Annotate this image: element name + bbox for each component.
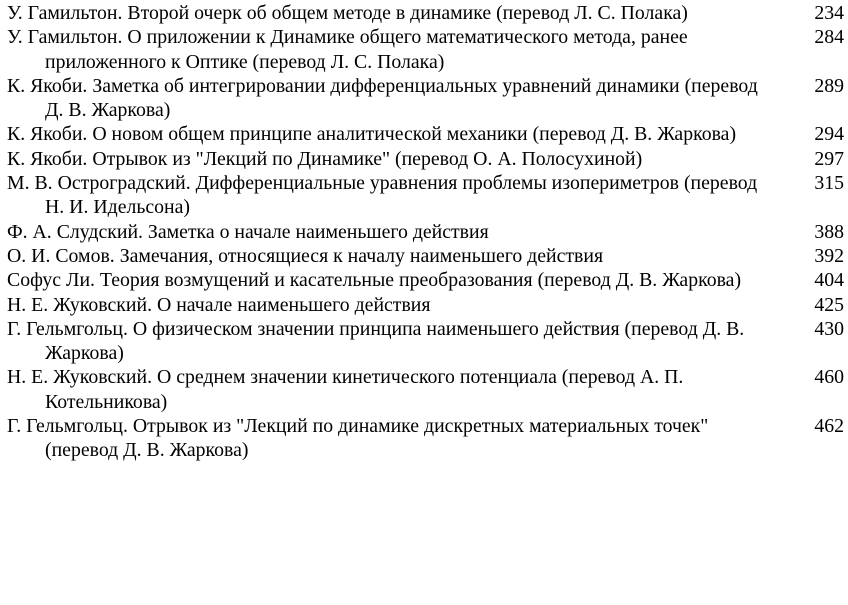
toc-entry-page: 462: [814, 415, 844, 438]
toc-entry-title: Г. Гельмгольц. О физическом значении принципа наименьшего действия (перевод Д. В. Жаркова): [7, 317, 745, 365]
toc-entry-title: К. Якоби. Отрывок из "Лекций по Динамике" (перевод О. А. Полосухиной): [7, 147, 643, 170]
toc-entry: [0, 244, 848, 268]
toc-entry: [0, 365, 848, 414]
toc-entry-title: К. Якоби. Заметка об интегрировании дифференциальных уравнений динамики (перевод Д. В. Жаркова): [7, 74, 758, 122]
toc-entry-title: Ф. А. Слудский. Заметка о начале наименьшего действия: [7, 220, 489, 243]
toc-entry: [0, 1, 848, 25]
toc-entry-page: 294: [814, 123, 844, 146]
toc-entry-page: 284: [814, 26, 844, 49]
toc-entry-page: 234: [814, 2, 844, 24]
toc-entry-title: У. Гамильтон. О приложении к Динамике общего математического метода, ранее приложенного к Оптике (перевод Л. С. Полака): [7, 26, 688, 73]
toc-entry-title: У. Гамильтон. Второй очерк об общем методе в динамике (перевод Л. С. Полака): [7, 2, 688, 24]
toc-entry-page: 460: [814, 366, 844, 389]
toc-entry-title: Г. Гельмгольц. Отрывок из "Лекций по динамике дискретных материальных точек" (перевод Д. В. Жаркова): [7, 415, 709, 462]
toc-entry: [0, 220, 848, 244]
toc-entry-title: Н. Е. Жуковский. О среднем значении кинетического потенциала (перевод А. П. Котельникова): [7, 366, 684, 413]
toc-entry: [0, 293, 848, 317]
toc-entry: [0, 25, 848, 74]
toc-entry-title: Н. Е. Жуковский. О начале наименьшего действия: [7, 293, 431, 316]
toc-entry-page: 425: [814, 293, 844, 316]
toc-entry: [0, 171, 848, 220]
table-of-contents: [0, 1, 848, 463]
toc-entry-page: 289: [814, 74, 844, 97]
toc-entry-page: 297: [814, 147, 844, 170]
toc-entry-page: 404: [814, 269, 844, 292]
toc-entry-page: 315: [814, 172, 844, 195]
toc-entry: [0, 317, 848, 366]
toc-entry-page: 430: [814, 317, 844, 340]
toc-entry-title: М. В. Остроградский. Дифференциальные уравнения проблемы изопериметров (перевод Н. И. Идельсона): [7, 172, 758, 219]
toc-entry-title: К. Якоби. О новом общем принципе аналитической механики (перевод Д. В. Жаркова): [7, 123, 737, 146]
toc-entry: [0, 414, 848, 463]
toc-entry: [0, 147, 848, 171]
toc-entry-title: Софус Ли. Теория возмущений и касательные преобразования (перевод Д. В. Жаркова): [7, 269, 742, 292]
toc-entry-page: 388: [814, 220, 844, 243]
toc-entry: [0, 268, 848, 292]
toc-entry-title: О. И. Сомов. Замечания, относящиеся к началу наименьшего действия: [7, 244, 604, 267]
toc-entry: [0, 74, 848, 123]
toc-entry-page: 392: [814, 244, 844, 267]
toc-entry: [0, 122, 848, 146]
